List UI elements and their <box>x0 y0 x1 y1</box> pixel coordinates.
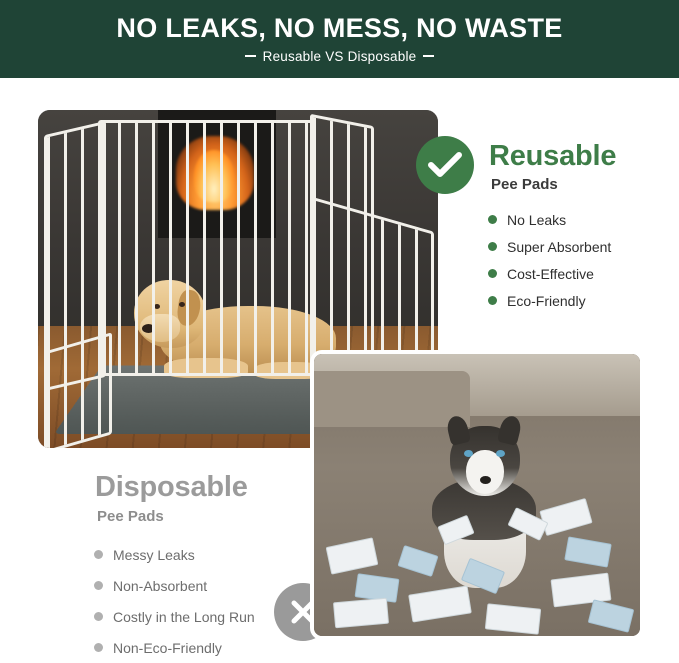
dog-nose <box>480 476 491 484</box>
dog-ear-left <box>445 414 471 446</box>
reusable-title: Reusable <box>489 140 617 172</box>
bullet-dot-icon <box>488 296 497 305</box>
reusable-feature-list <box>488 206 668 314</box>
comparison-stage <box>0 78 679 656</box>
disposable-feature-label: Non-Eco-Friendly <box>113 639 222 656</box>
reusable-feature-label: Super Absorbent <box>507 238 612 255</box>
list-item <box>488 287 668 314</box>
pad-scrap <box>333 598 389 629</box>
reusable-feature-label: No Leaks <box>507 211 567 228</box>
bullet-dot-icon <box>94 581 103 590</box>
reusable-feature-label: Cost-Effective <box>507 265 594 282</box>
list-item <box>488 206 668 233</box>
bullet-dot-icon <box>94 550 103 559</box>
banner-subtitle-row <box>238 49 442 64</box>
bullet-dot-icon <box>488 215 497 224</box>
banner-title: NO LEAKS, NO MESS, NO WASTE <box>116 13 563 44</box>
bullet-dot-icon <box>94 643 103 652</box>
banner-subtitle: Reusable VS Disposable <box>262 48 417 64</box>
check-icon <box>416 136 474 194</box>
dash-right-icon <box>423 55 434 57</box>
reusable-subtitle: Pee Pads <box>491 176 558 193</box>
list-item <box>488 233 668 260</box>
disposable-feature-label: Messy Leaks <box>113 546 195 563</box>
playpen-panel <box>44 332 112 448</box>
list-item <box>94 539 324 570</box>
playpen-bars <box>47 336 109 448</box>
disposable-photo <box>310 350 644 640</box>
dog-eye-right <box>496 450 505 457</box>
list-item <box>488 260 668 287</box>
disposable-feature-label: Non-Absorbent <box>113 577 208 594</box>
playpen-panel <box>98 120 316 376</box>
dash-left-icon <box>245 55 256 57</box>
reusable-feature-label: Eco-Friendly <box>507 292 586 309</box>
header-banner <box>0 0 679 78</box>
disposable-subtitle: Pee Pads <box>97 508 164 525</box>
dog-eye-left <box>464 450 473 457</box>
disposable-feature-label: Costly in the Long Run <box>113 608 255 625</box>
playpen-bars <box>101 123 313 373</box>
dog-ear-right <box>497 414 523 446</box>
bullet-dot-icon <box>488 242 497 251</box>
bullet-dot-icon <box>94 612 103 621</box>
disposable-title: Disposable <box>95 471 248 503</box>
bullet-dot-icon <box>488 269 497 278</box>
pad-scrap <box>485 603 541 635</box>
